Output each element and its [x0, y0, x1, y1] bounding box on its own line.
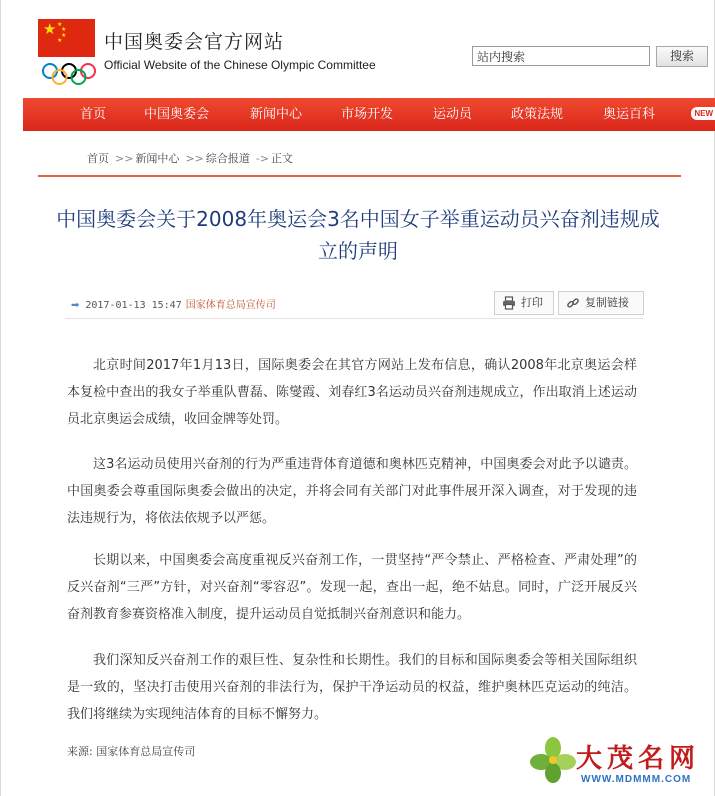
search-button[interactable]: 搜索: [656, 46, 708, 67]
main-nav: [23, 98, 715, 131]
breadcrumb-divider: [38, 175, 681, 177]
copy-link-button[interactable]: [558, 291, 644, 315]
clover-logo-icon: [529, 736, 577, 784]
article-paragraph: 这3名运动员使用兴奋剂的行为严重违背体育道德和奥林匹克精神，中国奥委会对此予以谴责。中国奥委会尊重国际奥委会做出的决定，并将会同有关部门对此事件展开深入调查，对于发现的违法违规行为，将依法依规予以严惩。: [67, 457, 637, 526]
site-header: [1, 0, 714, 98]
site-title-en: Official Website of the Chinese Olympic Committee: [104, 58, 376, 72]
arrow-right-icon: ➡: [71, 300, 80, 311]
watermark-url: WWW.MDMMM.COM: [581, 774, 692, 785]
article-meta: [71, 296, 276, 311]
nav-item-encyclopedia[interactable]: 奥运百科: [603, 107, 656, 122]
article-title: [23, 203, 693, 267]
nav-item-athletes[interactable]: 运动员: [433, 107, 473, 122]
article-paragraph: 我们深知反兴奋剂工作的艰巨性、复杂性和长期性。我们的目标和国际奥委会等相关国际组织是一致的，坚决打击使用兴奋剂的非法行为，保护干净运动员的权益，维护奥林匹克运动的纯洁。我们将继续为实现纯洁体育的目标不懈努力。: [67, 653, 637, 722]
breadcrumb-separator: >>: [185, 152, 204, 165]
new-badge[interactable]: NEW: [691, 107, 715, 120]
site-title-cn: 中国奥委会官方网站: [104, 31, 285, 53]
article-source-bottom: 来源: 国家体育总局宣传司: [67, 745, 196, 758]
article-title-line1: 中国奥委会关于2008年奥运会3名中国女子举重运动员兴奋剂违规成: [56, 207, 660, 231]
breadcrumb: [87, 150, 295, 166]
meta-divider: [65, 318, 643, 319]
link-icon: [566, 296, 580, 310]
breadcrumb-general[interactable]: 综合报道: [205, 152, 250, 165]
nav-item-news[interactable]: 新闻中心: [250, 107, 303, 122]
article-paragraph: 北京时间2017年1月13日，国际奥委会在其官方网站上发布信息，确认2008年北京奥运会样本复检中查出的我女子举重队曹磊、陈燮霞、刘春红3名运动员兴奋剂违规成立，作出取消上述运动员北京奥运会成绩，收回金牌等处罚。: [67, 358, 637, 427]
nav-item-home[interactable]: 首页: [80, 107, 107, 122]
article-date: 2017-01-13 15:47: [85, 300, 182, 311]
watermark: [529, 736, 709, 790]
breadcrumb-separator: ->: [255, 152, 270, 165]
printer-icon: [502, 296, 516, 310]
breadcrumb-home[interactable]: 首页: [87, 152, 109, 165]
nav-item-marketing[interactable]: 市场开发: [341, 107, 394, 122]
nav-item-coc[interactable]: 中国奥委会: [144, 107, 210, 122]
copy-link-label: 复制链接: [585, 296, 629, 309]
breadcrumb-current: 正文: [271, 152, 294, 165]
nav-item-policy[interactable]: 政策法规: [511, 107, 564, 122]
olympic-rings-icon: [41, 62, 97, 86]
breadcrumb-separator: >>: [115, 152, 134, 165]
search-input[interactable]: [472, 46, 650, 66]
watermark-cn: 大茂名网: [576, 744, 701, 774]
chinese-flag-icon: ★ ★ ★ ★ ★: [38, 19, 95, 57]
article-paragraph: 长期以来，中国奥委会高度重视反兴奋剂工作，一贯坚持“严令禁止、严格检查、严肃处理”的反兴奋剂“三严”方针，对兴奋剂“零容忍”。发现一起，查出一起，绝不姑息。同时，广泛开展反兴奋剂教育参赛资格准入制度，提升运动员自觉抵制兴奋剂意识和能力。: [67, 553, 637, 622]
article-title-line2: 立的声明: [318, 239, 398, 263]
print-label: 打印: [521, 296, 543, 309]
print-button[interactable]: [494, 291, 554, 315]
breadcrumb-news[interactable]: 新闻中心: [135, 152, 180, 165]
article-source-top[interactable]: 国家体育总局宣传司: [185, 300, 276, 311]
